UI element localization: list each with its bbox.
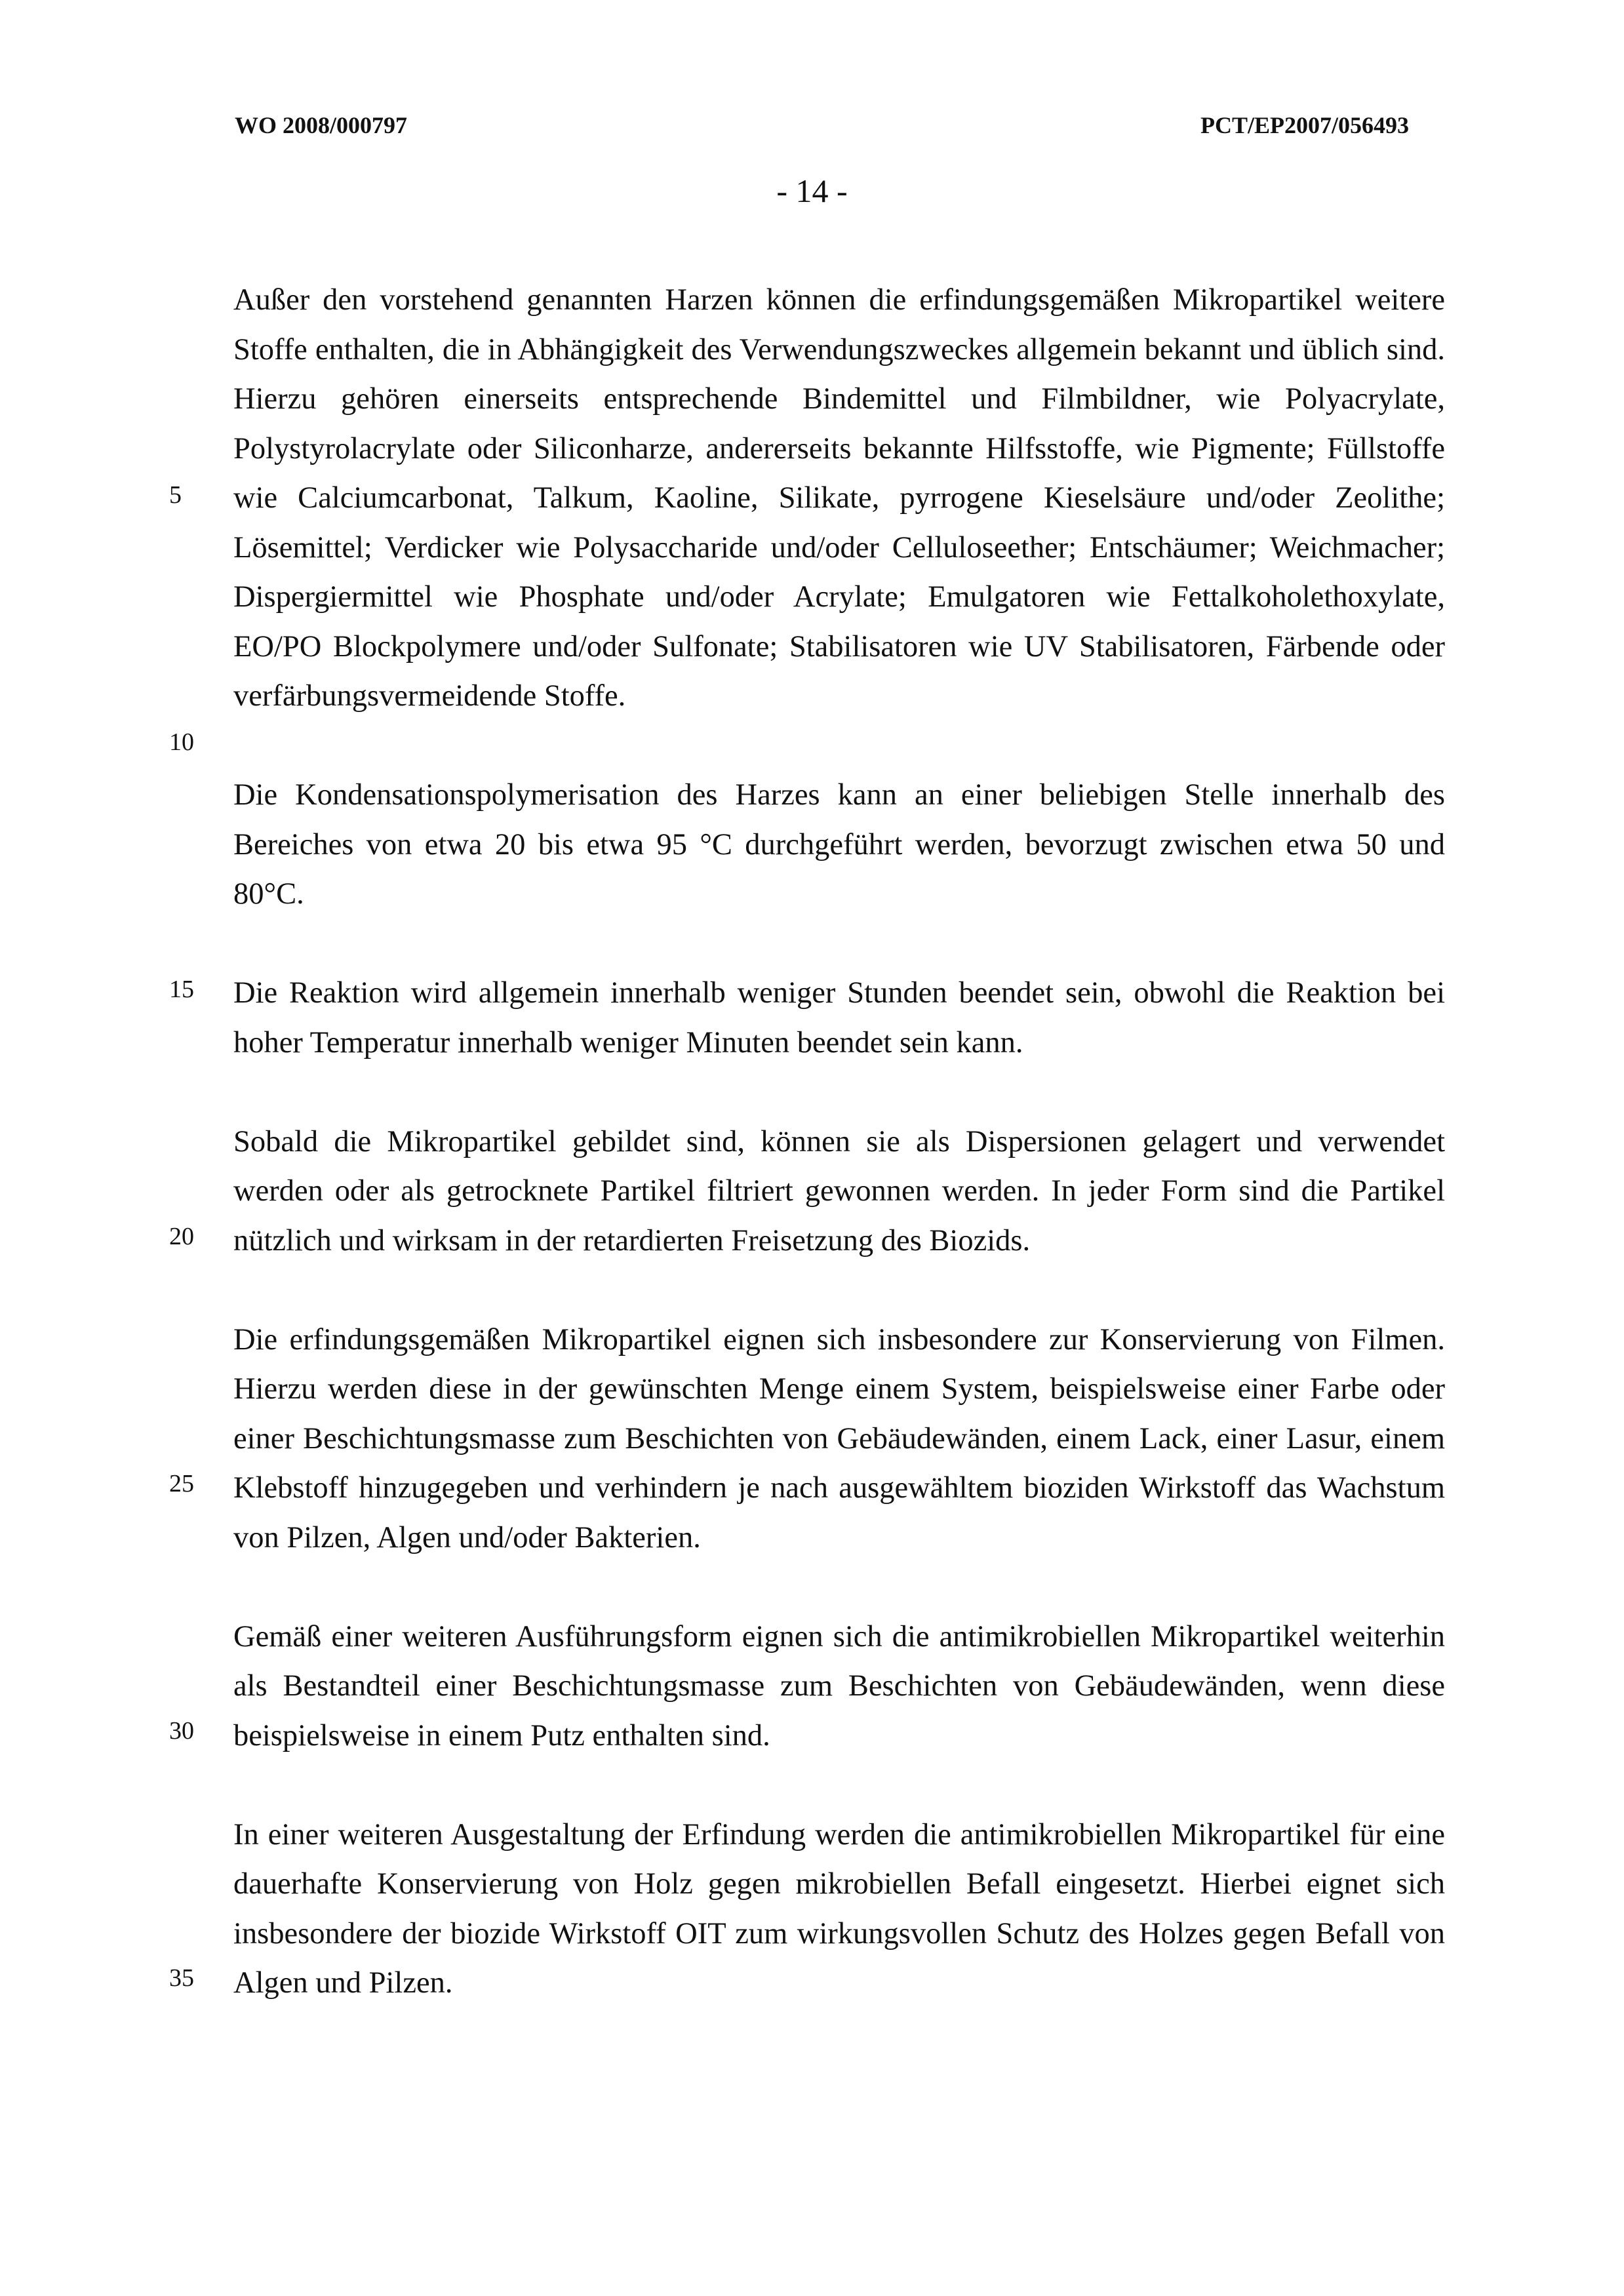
line-number: 30 (169, 1717, 194, 1745)
line-number: 15 (169, 976, 194, 1003)
paragraph-condensation: Die Kondensationspolymerisation des Harzes kann an einer beliebigen Stelle innerhalb des Bereiches von etwa 20 bis etwa 95 °C durchgeführt werden, bevorzugt zwischen etwa 50 und 80°C. (233, 778, 1445, 911)
paragraph-dispersions: Sobald die Mikropartikel gebildet sind, können sie als Dispersionen gelagert und verwendet werden oder als getrocknete Partikel filtriert gewonnen werden. In jeder Form sind die Partikel nützlich und wirksam in der retardierten Freisetzung des Biozids. (233, 1124, 1445, 1257)
paragraph-wood-preservation: In einer weiteren Ausgestaltung der Erfindung werden die antimikrobiellen Mikropartikel für eine dauerhafte Konservierung von Holz gegen mikrobiellen Befall eingesetzt. Hierbei eignet sich insbesondere der biozide Wirkstoff OIT zum wirkungsvollen Schutz des Holzes gegen Befall von Algen und Pilzen. (233, 1817, 1445, 2000)
line-number: 5 (169, 481, 182, 509)
paragraph-reaction-time: Die Reaktion wird allgemein innerhalb weniger Stunden beendet sein, obwohl die Reaktion bei hoher Temperatur innerhalb weniger Minuten beendet sein kann. (233, 976, 1445, 1059)
line-number: 25 (169, 1470, 194, 1497)
line-number: 35 (169, 1964, 194, 1992)
paragraph-coating: Gemäß einer weiteren Ausführungsform eignen sich die antimikrobiellen Mikropartikel weiterhin als Bestandteil einer Beschichtungsmasse zum Beschichten von Gebäudewänden, wenn diese beispielsweise in einem Putz enthalten sind. (233, 1619, 1445, 1752)
line-number: 10 (169, 728, 194, 756)
application-number: PCT/EP2007/056493 (1200, 112, 1409, 138)
page-number: - 14 - (776, 172, 848, 209)
line-number: 20 (169, 1223, 194, 1250)
paragraph-film-preservation: Die erfindungsgemäßen Mikropartikel eignen sich insbesondere zur Konservierung von Filmen. Hierzu werden diese in der gewünschten Menge einem System, beispielsweise einer Farbe oder einer Beschichtungsmasse zum Beschichten von Gebäudewänden, einem Lack, einer Lasur, einem Klebstoff hinzugegeben und verhindern je nach ausgewähltem bioziden Wirkstoff das Wachstum von Pilzen, Algen und/oder Bakterien. (233, 1322, 1445, 1554)
body-text (233, 275, 1445, 2057)
publication-number: WO 2008/000797 (235, 112, 408, 138)
paragraph-additives: Außer den vorstehend genannten Harzen können die erfindungsgemäßen Mikropartikel weitere Stoffe enthalten, die in Abhängigkeit des Verwendungszweckes allgemein bekannt und üblich sind. Hierzu gehören einerseits entsprechende Bindemittel und Filmbildner, wie Polyacrylate, Polystyrolacrylate oder Siliconharze, andererseits bekannte Hilfsstoffe, wie Pigmente; Füllstoffe wie Calciumcarbonat, Talkum, Kaoline, Silikate, pyrrogene Kieselsäure und/oder Zeolithe; Lösemittel; Verdicker wie Polysaccharide und/oder Celluloseether; Entschäumer; Weichmacher; Dispergiermittel wie Phosphate und/oder Acrylate; Emulgatoren wie Fettalkoholethoxylate, EO/PO Blockpolymere und/oder Sulfonate; Stabilisatoren wie UV Stabilisatoren, Färbende oder verfärbungsvermeidende Stoffe. (233, 283, 1445, 713)
